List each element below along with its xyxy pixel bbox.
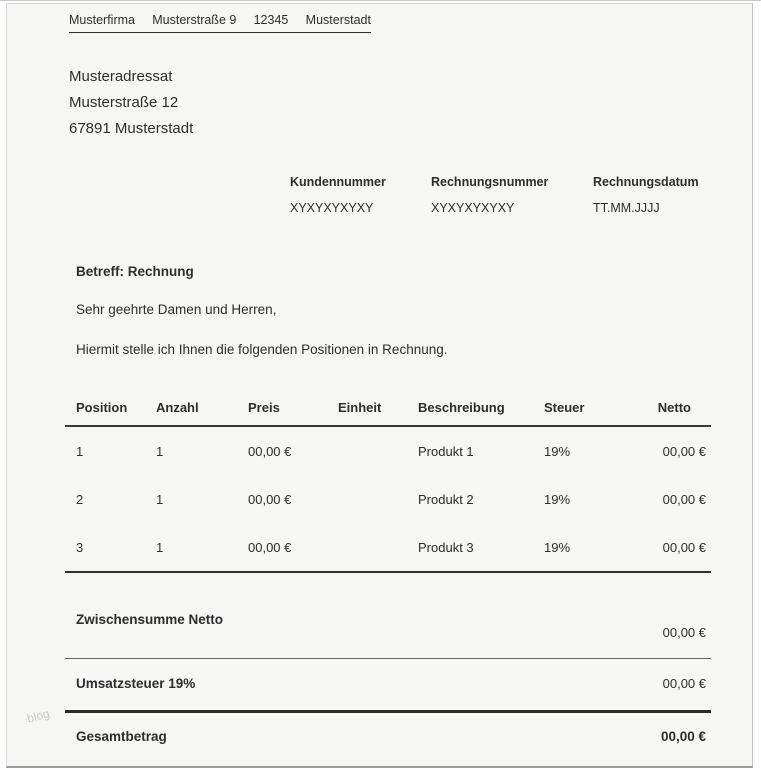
recipient-address bbox=[69, 64, 711, 142]
grand-total-label: Gesamtbetrag bbox=[76, 729, 167, 744]
cell-position: 1 bbox=[76, 443, 84, 459]
cell-netto: 00,00 € bbox=[662, 539, 706, 555]
invoice-meta bbox=[290, 174, 711, 216]
watermark-text: blog bbox=[25, 706, 52, 726]
meta-label: Kundennummer bbox=[290, 175, 386, 189]
cell-preis: 00,00 € bbox=[248, 539, 292, 555]
grand-total-row bbox=[65, 728, 711, 746]
meta-customer-number bbox=[290, 174, 431, 216]
cell-position: 3 bbox=[76, 539, 84, 555]
cell-anzahl: 1 bbox=[156, 539, 164, 555]
cell-position: 2 bbox=[76, 491, 84, 507]
table-row bbox=[65, 475, 711, 523]
divider-before-grand-total bbox=[65, 710, 711, 713]
cell-beschreibung: Produkt 1 bbox=[418, 443, 474, 459]
subtotal-value: 00,00 € bbox=[662, 625, 706, 640]
meta-value: XYXYXYXYXY bbox=[290, 201, 374, 215]
invoice-content bbox=[7, 13, 752, 775]
intro-line: Hiermit stelle ich Ihnen die folgenden Positionen in Rechnung. bbox=[76, 342, 448, 357]
divider-after-rows bbox=[65, 571, 711, 573]
grand-total-value: 00,00 € bbox=[660, 729, 706, 744]
header-netto: Netto bbox=[657, 400, 691, 415]
sender-street: Musterstraße 9 bbox=[152, 13, 237, 27]
tax-row bbox=[65, 675, 711, 693]
sender-zip: 12345 bbox=[253, 13, 289, 27]
recipient-name: Musteradressat bbox=[69, 68, 173, 85]
sender-city: Musterstadt bbox=[305, 13, 371, 27]
meta-label: Rechnungsdatum bbox=[593, 175, 699, 189]
cell-netto: 00,00 € bbox=[662, 443, 706, 459]
meta-value: XYXYXYXYXY bbox=[431, 201, 515, 215]
greeting-line: Sehr geehrte Damen und Herren, bbox=[76, 302, 277, 317]
subject-line: Betreff: Rechnung bbox=[76, 264, 194, 279]
meta-invoice-date bbox=[593, 174, 699, 216]
meta-label: Rechnungsnummer bbox=[431, 175, 549, 189]
subtotal-row bbox=[65, 611, 711, 642]
meta-value: TT.MM.JJJJ bbox=[593, 201, 660, 215]
header-einheit: Einheit bbox=[338, 400, 382, 415]
subtotal-label: Zwischensumme Netto bbox=[76, 612, 224, 627]
cell-steuer: 19% bbox=[544, 539, 571, 555]
table-row bbox=[65, 523, 711, 571]
header-preis: Preis bbox=[248, 400, 280, 415]
cell-preis: 00,00 € bbox=[248, 491, 292, 507]
header-anzahl: Anzahl bbox=[156, 400, 199, 415]
cell-steuer: 19% bbox=[544, 491, 571, 507]
table-header-row bbox=[65, 397, 711, 427]
header-position: Position bbox=[76, 400, 128, 415]
header-steuer: Steuer bbox=[544, 400, 585, 415]
invoice-document bbox=[6, 3, 753, 768]
cell-beschreibung: Produkt 2 bbox=[418, 491, 474, 507]
header-beschreibung: Beschreibung bbox=[418, 400, 505, 415]
cell-steuer: 19% bbox=[544, 443, 571, 459]
meta-invoice-number bbox=[431, 174, 593, 216]
cell-anzahl: 1 bbox=[156, 443, 164, 459]
divider-after-subtotal bbox=[65, 658, 711, 659]
recipient-city: 67891 Musterstadt bbox=[69, 120, 194, 137]
sender-company: Musterfirma bbox=[69, 13, 135, 27]
tax-value: 00,00 € bbox=[662, 676, 706, 691]
table-row bbox=[65, 427, 711, 475]
cell-preis: 00,00 € bbox=[248, 443, 292, 459]
tax-label: Umsatzsteuer 19% bbox=[76, 676, 196, 691]
cell-beschreibung: Produkt 3 bbox=[418, 539, 474, 555]
positions-table bbox=[65, 397, 711, 573]
sender-line bbox=[69, 13, 371, 33]
recipient-street: Musterstraße 12 bbox=[69, 94, 179, 111]
cell-netto: 00,00 € bbox=[662, 491, 706, 507]
cell-anzahl: 1 bbox=[156, 491, 164, 507]
